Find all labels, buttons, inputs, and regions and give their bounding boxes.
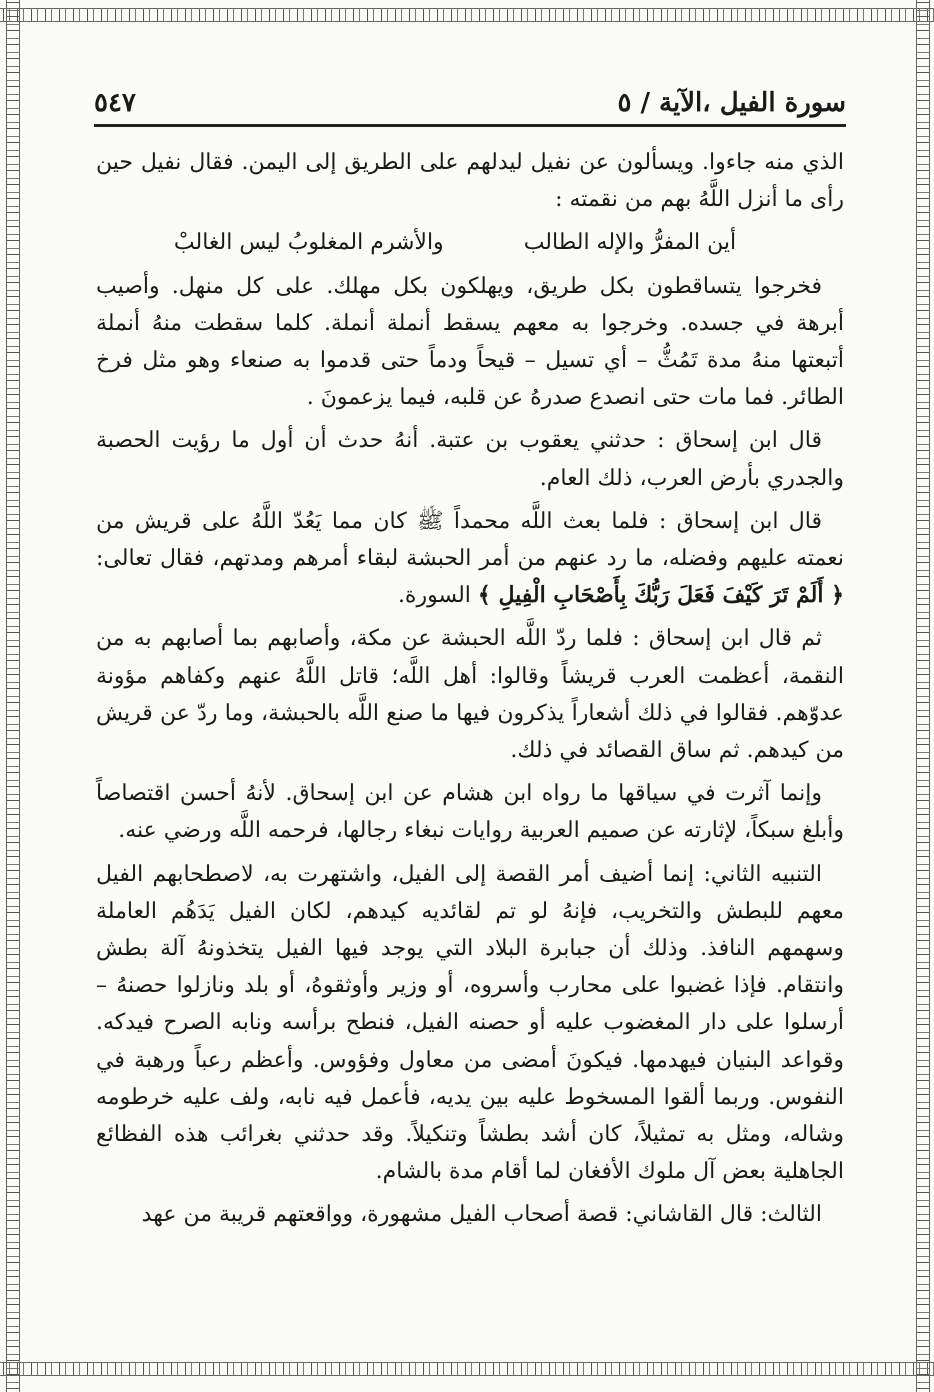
- paragraph: الثالث: قال القاشاني: قصة أصحاب الفيل مشهورة، وواقعتهم قريبة من عهد: [141, 1202, 822, 1228]
- paragraph: قال ابن إسحاق : حدثني يعقوب بن عتبة. أنهُ حدث أن أول ما رؤيت الحصبة والجدري بأرض العرب، ذلك العام.: [96, 428, 844, 491]
- paragraph: الذي منه جاءوا. ويسألون عن نفيل ليدلهم على الطريق إلى اليمن. فقال نفيل حين رأى ما أنزل اللَّهُ بهم من نقمته :: [96, 150, 844, 213]
- paragraph: [96, 503, 844, 615]
- top-border: [0, 8, 934, 22]
- paragraph: التنبيه الثاني: إنما أضيف أمر القصة إلى الفيل، واشتهرت به، لاصطحابهم الفيل معهم للبطش والتخريب، فإنهُ لو تم لقائديه كيدهم، لكان الفيل يَدَهُم العاملة وسهمهم النافذ. وذلك أن جبابرة البلاد التي يوجد فيها الفيل يتخذونهُ آلة بطش وانتقام. فإذا غضبوا على محارب وأسروه، أو وزير وأوثقوهُ، أو بلد ونازلوا حصنهُ – أرسلوا على دار المغضوب عليه أو حصنه الفيل، فنطح برأسه ونابه الصرح فيدكه. وقواعد البنيان فيهدمها. فيكونَ أمضى من معاول وفؤوس. وأعظم رعباً ورهبة في النفوس. وربما ألقوا المسخوط عليه بين يديه، فأعمل فيه نابه، ولف عليه خرطومه وشاله، ومثل به تمثيلاً، كان أشد بطشاً وتنكيلاً. وقد حدثني بغرائب هذه الفظائع الجاهلية بعض آل ملوك الأفغان لما أقام مدة بالشام.: [96, 861, 844, 1185]
- paragraph-text: قال ابن إسحاق : فلما بعث اللَّه محمداً ﷺ كان مما يَعُدّ اللَّهُ على قريش من نعمته عليهم وفضله، ما رد عنهم من أمر الحبشة لبقاء أمرهم ومدتهم، فقال تعالى:: [96, 508, 844, 572]
- page-number: ٥٤٧: [94, 88, 136, 118]
- header-rule: [94, 124, 846, 127]
- left-border: [6, 0, 20, 1392]
- page-header: [94, 82, 846, 124]
- quran-verse: ﴿ أَلَمْ تَرَ كَيْفَ فَعَلَ رَبُّكَ بِأَصْحَابِ الْفِيلِ ﴾: [477, 582, 844, 609]
- right-border: [916, 0, 930, 1392]
- poem-verse: [96, 224, 844, 261]
- paragraph: وإنما آثرت في سياقها ما رواه ابن هشام عن ابن إسحاق. لأنهُ أحسن اقتصاصاً وأبلغ سبكاً، لإثارته عن صميم العربية روايات نبغاء رجالها، فرحمه اللَّه ورضي عنه.: [96, 781, 844, 844]
- poem-second-hemistich: والأشرم المغلوبُ ليس الغالبْ: [173, 230, 444, 256]
- body-text: [96, 144, 844, 1240]
- bottom-border: [0, 1362, 934, 1376]
- poem-first-hemistich: أين المفرُّ والإله الطالب: [523, 230, 737, 256]
- quran-suffix: السورة.: [397, 583, 471, 609]
- paragraph: فخرجوا يتساقطون بكل طريق، ويهلكون بكل مهلك. على كل منهل. وأصيب أبرهة في جسده. وخرجوا به معهم يسقط أنملة أنملة. كلما سقطت منهُ أنملة أتبعتها منهُ مدة تَمُثُّ – أي تسيل – قيحاً ودماً حتى قدموا به صنعاء وهو مثل فرخ الطائر. فما مات حتى انصدع صدرهُ عن قلبه، فيما يزعمونَ .: [96, 273, 844, 411]
- running-title: سورة الفيل ،الآية / ٥: [617, 88, 846, 118]
- paragraph: ثم قال ابن إسحاق : فلما ردّ اللَّه الحبشة عن مكة، وأصابهم بما أصابهم به من النقمة، أعظمت العرب قريشاً وقالوا: أهل اللَّه؛ قاتل اللَّهُ عنهم وكفاهم مؤونة عدوّهم. فقالوا في ذلك أشعاراً يذكرون فيها ما صنع اللَّه بالحبشة، وما ردّ عن قريش من كيدهم. ثم ساق القصائد في ذلك.: [96, 626, 844, 764]
